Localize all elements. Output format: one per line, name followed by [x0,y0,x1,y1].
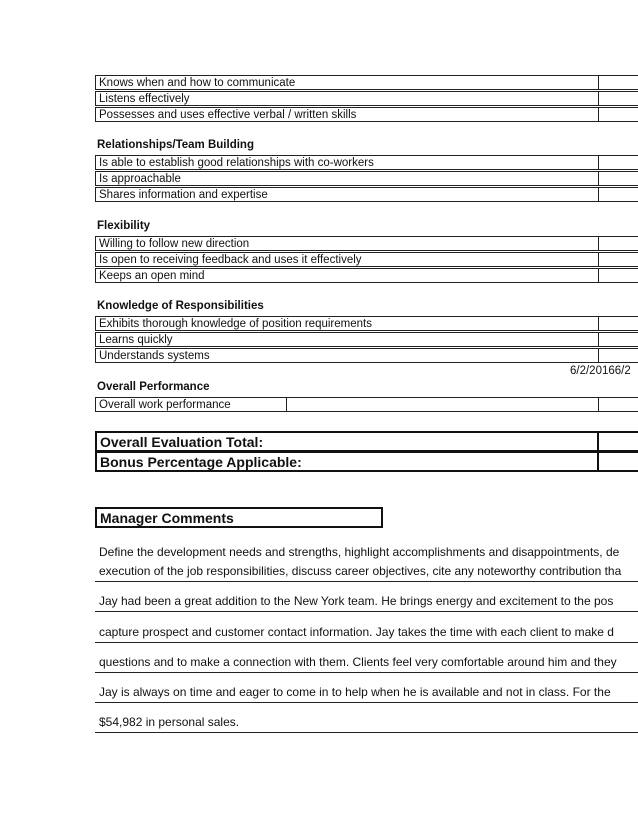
comment-line: Jay is always on time and eager to come in to help when he is available and not in class. For the [99,685,611,699]
section-heading: Knowledge of Responsibilities [97,300,264,312]
manager-comments-title: Manager Comments [100,510,234,526]
criteria-label: Listens effectively [99,93,190,105]
criteria-label: Overall work performance [99,399,231,411]
instruction-line: Define the development needs and strengths, highlight accomplishments and disappointments, de [99,545,620,559]
comment-line: questions and to make a connection with them. Clients feel very comfortable around him and they [99,655,617,669]
table-row [95,91,638,106]
section-heading: Overall Performance [97,381,210,393]
table-row [95,397,638,412]
criteria-label: Exhibits thorough knowledge of position requirements [99,318,372,330]
table-row [95,236,638,251]
instruction-line: execution of the job responsibilities, discuss career objectives, cite any noteworthy contribution tha [99,564,622,578]
criteria-label: Learns quickly [99,334,173,346]
bonus-percentage-row [95,451,638,472]
evaluation-total-label: Overall Evaluation Total: [100,434,264,450]
manager-comments-box [95,507,383,528]
section-heading: Relationships/Team Building [97,139,254,151]
section-heading: Flexibility [97,220,151,232]
criteria-label: Possesses and uses effective verbal / written skills [99,109,357,121]
table-row [95,107,638,122]
table-row [95,155,638,170]
table-row [95,348,638,363]
criteria-label: Shares information and expertise [99,189,268,201]
table-row [95,332,638,347]
criteria-label: Keeps an open mind [99,270,205,282]
date-text: 6/2/20166/2 [570,365,631,377]
comment-line: Jay had been a great addition to the New York team. He brings energy and excitement to the pos [99,594,614,608]
criteria-label: Is able to establish good relationships with co-workers [99,157,374,169]
criteria-label: Is open to receiving feedback and uses it effectively [99,254,362,266]
table-row [95,268,638,283]
criteria-label: Knows when and how to communicate [99,77,296,89]
table-row [95,187,638,202]
evaluation-total-row [95,431,638,452]
criteria-label: Understands systems [99,350,210,362]
table-row [95,75,638,90]
criteria-label: Willing to follow new direction [99,238,250,250]
bonus-percentage-label: Bonus Percentage Applicable: [100,454,302,470]
table-row [95,171,638,186]
table-row [95,252,638,267]
comment-line: $54,982 in personal sales. [99,715,240,729]
table-row [95,316,638,331]
comment-line: capture prospect and customer contact information. Jay takes the time with each client to make d [99,625,614,639]
criteria-label: Is approachable [99,173,181,185]
